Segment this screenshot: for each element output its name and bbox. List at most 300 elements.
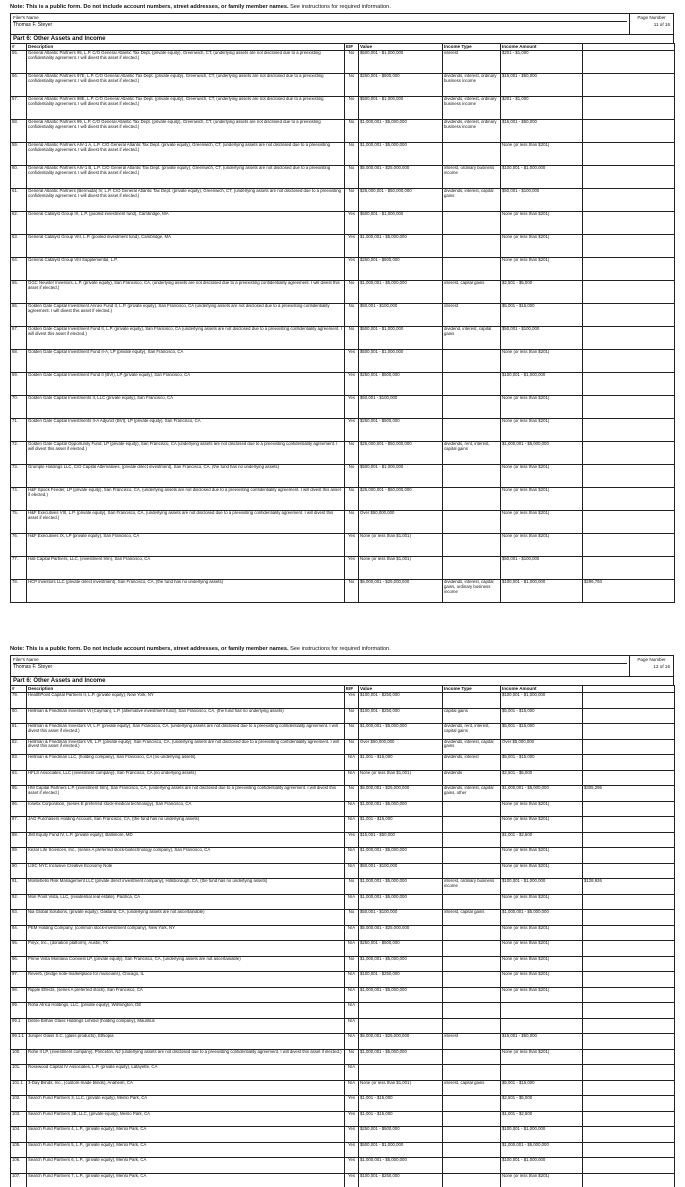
- row-income-amount: $100,001 - $1,000,000: [501, 693, 583, 709]
- row-eif: No: [345, 166, 359, 189]
- row-value: $1,000,001 - $5,000,000: [359, 1049, 443, 1065]
- row-number: 106.: [11, 1158, 27, 1174]
- row-description: Hellman & Friedman LLC, (holding company), San Francisco, CA (no underlying assets): [27, 755, 345, 771]
- row-income-amount: $1,001 - $2,500: [501, 832, 583, 848]
- note-instructions: See instructions for required information.: [290, 4, 391, 10]
- row-extra: $128,926: [583, 879, 675, 895]
- row-value: $1,000,001 - $5,000,000: [359, 879, 443, 895]
- table-row: [11, 1158, 675, 1174]
- row-eif: No: [345, 304, 359, 327]
- page-number: 12 of 16: [653, 664, 670, 670]
- row-eif: Yes: [345, 1142, 359, 1158]
- row-income-type: [443, 987, 501, 1003]
- col-header-description: Description: [27, 686, 345, 693]
- row-income-amount: $2,501 - $5,000: [501, 770, 583, 786]
- row-income-amount: None (or less than $201): [501, 848, 583, 864]
- row-value: $500,001 - $1,000,000: [359, 212, 443, 235]
- row-income-type: interest: [443, 304, 501, 327]
- row-value: $250,001 - $500,000: [359, 373, 443, 396]
- table-row: [11, 327, 675, 350]
- filer-header: [10, 13, 674, 34]
- table-row: [11, 1142, 675, 1158]
- row-income-type: [443, 832, 501, 848]
- row-income-amount: $5,001 - $15,000: [501, 304, 583, 327]
- row-income-type: [443, 511, 501, 534]
- row-eif: No: [345, 956, 359, 972]
- row-income-type: [443, 801, 501, 817]
- row-number: 90.: [11, 863, 27, 879]
- row-income-type: dividends, interest: [443, 755, 501, 771]
- row-income-amount: Over $5,000,000: [501, 739, 583, 755]
- row-description: General Atlantic Partners 97E, L.P. C/O General Atlantic Tax Dept. (private equity), Greenwich, CT, (underlying assets are not disclosed due to a preexisting confidentiality agreement. I will divest this asset if elected.): [27, 74, 345, 97]
- row-value: $250,001 - $500,000: [359, 74, 443, 97]
- row-value: $500,001 - $1,000,000: [359, 327, 443, 350]
- row-extra: [583, 281, 675, 304]
- table-row: [11, 304, 675, 327]
- row-number: 99.1: [11, 1018, 27, 1034]
- row-income-amount: None (or less than $201): [501, 987, 583, 1003]
- row-extra: [583, 724, 675, 740]
- row-extra: [583, 557, 675, 580]
- table-row: [11, 442, 675, 465]
- form-page-2: [10, 646, 674, 1187]
- row-income-type: [443, 1111, 501, 1127]
- row-number: 76.: [11, 534, 27, 557]
- row-value: None (or less than $1,001): [359, 770, 443, 786]
- row-eif: Yes: [345, 557, 359, 580]
- table-row: [11, 120, 675, 143]
- row-income-amount: $50,001 - $100,000: [501, 189, 583, 212]
- row-value: $25,000,001 - $50,000,000: [359, 189, 443, 212]
- row-extra: [583, 212, 675, 235]
- row-extra: [583, 350, 675, 373]
- table-row: [11, 848, 675, 864]
- row-income-type: interest, capital gains: [443, 1080, 501, 1096]
- table-row: [11, 1065, 675, 1081]
- row-income-amount: $15,001 - $50,000: [501, 1034, 583, 1050]
- row-description: H&F Executives VIII, L.P. (private equity), San Francisco, CA, (underlying assets are not disclosed due to a preexisting confidentiality agreement. I will divest this asset if elected.): [27, 511, 345, 534]
- row-eif: No: [345, 327, 359, 350]
- row-value: $1,000,001 - $5,000,000: [359, 281, 443, 304]
- row-description: Hellman & Friedman Investors VI (Cayman), L.P. (alternative investment fund), San Francisco, CA, (the fund has no underlying assets): [27, 708, 345, 724]
- row-income-amount: [501, 1003, 583, 1019]
- row-income-amount: None (or less than $201): [501, 511, 583, 534]
- row-income-amount: None (or less than $201): [501, 941, 583, 957]
- row-number: 100.: [11, 1049, 27, 1065]
- row-eif: N/A: [345, 894, 359, 910]
- row-income-amount: None (or less than $201): [501, 801, 583, 817]
- row-extra: [583, 941, 675, 957]
- row-eif: No: [345, 739, 359, 755]
- row-income-amount: $1,000,001 - $5,000,000: [501, 910, 583, 926]
- row-value: $5,000,001 - $25,000,000: [359, 786, 443, 802]
- row-value: $50,001 - $100,000: [359, 863, 443, 879]
- row-extra: [583, 972, 675, 988]
- row-value: $1,000,001 - $5,000,000: [359, 1158, 443, 1174]
- row-description: Montebello Risk Management LLC (private direct investment company), Hillsborough, CA, (the fund has no underlying assets): [27, 879, 345, 895]
- row-income-type: [443, 1018, 501, 1034]
- row-value: $1,000,001 - $5,000,000: [359, 848, 443, 864]
- row-income-type: dividends, rent, interest, capital gains: [443, 442, 501, 465]
- row-income-type: [443, 396, 501, 419]
- row-number: 94.: [11, 925, 27, 941]
- row-income-type: [443, 925, 501, 941]
- row-value: $1,000,001 - $5,000,000: [359, 956, 443, 972]
- row-description: H&F Spock Feeder, LP (private equity), San Francisco, CA, (underlying assets are not disclosed due to a preexisting confidentiality agreement. I will divest this asset if elected.): [27, 488, 345, 511]
- row-number: 72.: [11, 442, 27, 465]
- row-income-amount: None (or less than $201): [501, 465, 583, 488]
- row-description: Hellman & Friedman Investors VII, L.P. (private equity), San Francisco, CA, (underlying assets are not disclosed due to a preexisting confidentiality agreement. I will divest this asset if elected.): [27, 739, 345, 755]
- row-extra: [583, 534, 675, 557]
- row-value: $250,001 - $500,000: [359, 941, 443, 957]
- row-extra: [583, 693, 675, 709]
- row-number: 81.: [11, 724, 27, 740]
- row-eif: No: [345, 724, 359, 740]
- row-description: Reverb, (bridge note-marketplace for musicians), Chicago, IL: [27, 972, 345, 988]
- row-number: 103.: [11, 1111, 27, 1127]
- row-eif: Yes: [345, 396, 359, 419]
- table-row: [11, 832, 675, 848]
- row-value: $500,001 - $1,000,000: [359, 97, 443, 120]
- row-eif: No: [345, 910, 359, 926]
- row-description: Hellman & Friedman Investors VI, L.P. (private equity), San Francisco, CA, (underlying assets are not disclosed due to a preexisting confidentiality agreement. I will divest this asset if elected.): [27, 724, 345, 740]
- form-page-1: [10, 4, 674, 603]
- row-eif: No: [345, 786, 359, 802]
- row-income-type: [443, 235, 501, 258]
- part-title: Part 6: Other Assets and Income: [10, 34, 674, 43]
- row-description: Nia Global Solutions, (private equity), Oakland, CA, (underlying assets are not ascertainable): [27, 910, 345, 926]
- row-value: Over $50,000,000: [359, 511, 443, 534]
- row-income-amount: $5,001 - $15,000: [501, 755, 583, 771]
- row-number: 89.: [11, 848, 27, 864]
- row-value: $100,001 - $250,000: [359, 972, 443, 988]
- row-number: 69.: [11, 373, 27, 396]
- table-row: [11, 511, 675, 534]
- row-description: Ionetix Corporation, (series E preferred stock-medical technology), San Francisco, CA: [27, 801, 345, 817]
- row-number: 66.: [11, 304, 27, 327]
- row-description: Rohe II LP, (investment company), Princeton, NJ (underlying assets are not disclosed due to a preexisting confidentiality agreement. I will divest this asset if elected.): [27, 1049, 345, 1065]
- row-eif: No: [345, 74, 359, 97]
- row-eif: N/A: [345, 770, 359, 786]
- row-income-type: [443, 941, 501, 957]
- row-value: $500,001 - $1,000,000: [359, 1142, 443, 1158]
- table-row: [11, 1049, 675, 1065]
- row-description: Prime Vista Montana Coinvest LP, (private equity), San Francisco, CA, (underlying assets are not ascertainable): [27, 956, 345, 972]
- row-extra: [583, 1158, 675, 1174]
- assets-income-table: [10, 685, 675, 1187]
- public-form-note: [10, 4, 674, 13]
- row-number: 85.: [11, 786, 27, 802]
- row-description: Rosewood Capital IV Associates, L.P. (private equity), Lafayette, CA: [27, 1065, 345, 1081]
- row-income-amount: $15,001 - $50,000: [501, 120, 583, 143]
- row-value: $5,000,001 - $25,000,000: [359, 1034, 443, 1050]
- row-eif: No: [345, 143, 359, 166]
- row-income-amount: None (or less than $201): [501, 817, 583, 833]
- row-description: 3-Day Blinds, Inc., (custom-made blinds), Anaheim, CA: [27, 1080, 345, 1096]
- row-income-type: [443, 373, 501, 396]
- row-description: Golden Gate Capital Investment Fund II (BVI), LP (private equity), San Francisco, CA: [27, 373, 345, 396]
- row-income-type: [443, 1049, 501, 1065]
- row-description: LISC NYC Inclusive Creative Economy Note: [27, 863, 345, 879]
- row-description: Search Fund Partners 5, L.P., (private equity), Menlo Park, CA: [27, 1142, 345, 1158]
- row-description: Golden Gate Capital Opportunity Fund, LP (private equity), San Francisco, CA (underlying assets are not disclosed due to a preexisting confidentiality agreement. I will divest this asset if elected.): [27, 442, 345, 465]
- row-description: Search Fund Partners 3B, LLC, (private equity), Menlo Park, CA: [27, 1111, 345, 1127]
- row-income-type: [443, 1173, 501, 1187]
- row-income-amount: None (or less than $201): [501, 350, 583, 373]
- row-value: $1,000,001 - $5,000,000: [359, 235, 443, 258]
- row-eif: No: [345, 97, 359, 120]
- row-eif: N/A: [345, 863, 359, 879]
- row-extra: [583, 488, 675, 511]
- row-income-type: dividends, interest, capital gains: [443, 189, 501, 212]
- row-description: H&F Executives IX, LP (private equity), San Francisco, CA: [27, 534, 345, 557]
- table-row: [11, 166, 675, 189]
- filer-name: Thomas F. Steyer: [13, 663, 627, 671]
- table-row: [11, 235, 675, 258]
- row-extra: [583, 1003, 675, 1019]
- row-income-type: [443, 534, 501, 557]
- row-description: General Catalyst Group VIII Supplemental, L.P.: [27, 258, 345, 281]
- row-number: 83.: [11, 755, 27, 771]
- row-eif: Yes: [345, 1127, 359, 1143]
- table-row: [11, 987, 675, 1003]
- col-header-income-amount: Income Amount: [501, 44, 583, 51]
- row-income-type: [443, 212, 501, 235]
- row-income-type: interest, ordinary business income: [443, 879, 501, 895]
- table-row: [11, 373, 675, 396]
- filer-label: Filer's Name: [13, 15, 39, 20]
- row-value: $100,001 - $250,000: [359, 1173, 443, 1187]
- row-extra: [583, 97, 675, 120]
- row-value: $1,000,001 - $5,000,000: [359, 987, 443, 1003]
- table-row: [11, 580, 675, 603]
- row-description: JAG Purchasers Holding Account, San Francisco, CA, (the fund has no underlying assets): [27, 817, 345, 833]
- row-number: 88.: [11, 832, 27, 848]
- row-income-type: [443, 1127, 501, 1143]
- row-income-type: [443, 972, 501, 988]
- page-number: 11 of 16: [653, 22, 670, 28]
- row-number: 56.: [11, 74, 27, 97]
- row-income-amount: None (or less than $201): [501, 258, 583, 281]
- table-row: [11, 465, 675, 488]
- table-row: [11, 488, 675, 511]
- row-number: 80.: [11, 708, 27, 724]
- table-row: [11, 1018, 675, 1034]
- row-income-amount: None (or less than $201): [501, 972, 583, 988]
- row-income-type: [443, 143, 501, 166]
- row-description: PEM Holding Company, (common stock-investment company), New York, NY: [27, 925, 345, 941]
- col-header-eif: EIF: [345, 686, 359, 693]
- row-income-amount: [501, 1018, 583, 1034]
- row-eif: No: [345, 879, 359, 895]
- row-extra: [583, 258, 675, 281]
- row-eif: N/A: [345, 848, 359, 864]
- row-number: 84.: [11, 770, 27, 786]
- row-eif: No: [345, 51, 359, 74]
- row-extra: [583, 442, 675, 465]
- row-value: $500,001 - $1,000,000: [359, 465, 443, 488]
- filer-label: Filer's Name: [13, 657, 39, 662]
- row-income-type: interest: [443, 51, 501, 74]
- row-extra: [583, 1142, 675, 1158]
- row-eif: No: [345, 511, 359, 534]
- row-value: $50,001 - $100,000: [359, 396, 443, 419]
- row-number: 60.: [11, 166, 27, 189]
- row-eif: N/A: [345, 925, 359, 941]
- row-value: [359, 1003, 443, 1019]
- assets-income-table: [10, 43, 675, 603]
- row-extra: [583, 801, 675, 817]
- row-income-amount: $100,001 - $1,000,000: [501, 879, 583, 895]
- table-row: [11, 863, 675, 879]
- row-income-amount: $2,501 - $5,000: [501, 1096, 583, 1112]
- row-income-type: [443, 258, 501, 281]
- row-description: GGC Neuster Investors, L.P. (private equity), San Francisco, CA, (underlying assets are not disclosed due to a preexisting confidentiality agreement. I will divest this asset if elected.): [27, 281, 345, 304]
- row-extra: [583, 956, 675, 972]
- row-description: Kezar Life Sciences, Inc., (series A preferred stock-biotechnology company), San Francisco, CA: [27, 848, 345, 864]
- row-extra: [583, 396, 675, 419]
- row-eif: N/A: [345, 817, 359, 833]
- row-number: 75.: [11, 511, 27, 534]
- row-income-amount: $50,001 - $100,000: [501, 557, 583, 580]
- row-description: General Atlantic Partners (Bermuda) IV, L.P. C/O General Atlantic Tax Dept. (private equity), Greenwich, CT, (underlying assets are not disclosed due to a preexisting confidentiality agreement. I will divest this asset if elected.): [27, 189, 345, 212]
- row-income-type: dividends, interest, capital gains: [443, 739, 501, 755]
- col-header-eif: EIF: [345, 44, 359, 51]
- row-number: 57.: [11, 97, 27, 120]
- filer-header: [10, 655, 674, 676]
- table-row: [11, 281, 675, 304]
- table-body: [11, 693, 675, 1187]
- row-description: Ripple Effects, (series A preferred stock), San Francisco, CA: [27, 987, 345, 1003]
- row-description: General Catalyst Group VIII, L.P. (pooled investment fund), Cambridge, MA: [27, 235, 345, 258]
- row-extra: [583, 863, 675, 879]
- row-number: 77.: [11, 557, 27, 580]
- row-eif: Yes: [345, 1096, 359, 1112]
- row-extra: [583, 1049, 675, 1065]
- row-income-type: [443, 1096, 501, 1112]
- table-row: [11, 74, 675, 97]
- table-row: [11, 189, 675, 212]
- row-value: $5,000,001 - $25,000,000: [359, 166, 443, 189]
- table-row: [11, 956, 675, 972]
- row-extra: [583, 925, 675, 941]
- row-income-amount: None (or less than $201): [501, 396, 583, 419]
- row-value: $1,000,001 - $5,000,000: [359, 801, 443, 817]
- table-row: [11, 1096, 675, 1112]
- row-eif: Yes: [345, 235, 359, 258]
- col-header-extra: [583, 686, 675, 693]
- row-extra: [583, 327, 675, 350]
- row-eif: N/A: [345, 1003, 359, 1019]
- table-row: [11, 1127, 675, 1143]
- row-value: $250,001 - $500,000: [359, 1127, 443, 1143]
- table-row: [11, 693, 675, 709]
- row-description: HCP Investors LLC (private direct investment), San Francisco, CA, (the fund has no underlying assets): [27, 580, 345, 603]
- row-eif: Yes: [345, 350, 359, 373]
- row-extra: [583, 755, 675, 771]
- row-eif: No: [345, 442, 359, 465]
- row-income-type: [443, 557, 501, 580]
- row-description: Debre Birhan Glass Holdings Limited (holding company), Mauritius: [27, 1018, 345, 1034]
- row-extra: [583, 74, 675, 97]
- row-number: 68.: [11, 350, 27, 373]
- row-number: 93.: [11, 910, 27, 926]
- row-extra: [583, 1018, 675, 1034]
- row-number: 70.: [11, 396, 27, 419]
- row-income-amount: [501, 1065, 583, 1081]
- row-extra: [583, 235, 675, 258]
- row-number: 98.: [11, 987, 27, 1003]
- col-header-extra: [583, 44, 675, 51]
- row-income-amount: $1,000,001 - $5,000,000: [501, 786, 583, 802]
- row-number: 59.: [11, 143, 27, 166]
- row-income-type: [443, 894, 501, 910]
- row-eif: Yes: [345, 419, 359, 442]
- row-value: Over $50,000,000: [359, 739, 443, 755]
- row-value: $500,001 - $1,000,000: [359, 350, 443, 373]
- table-row: [11, 894, 675, 910]
- row-income-amount: $1,000,001 - $5,000,000: [501, 1142, 583, 1158]
- row-eif: N/A: [345, 1018, 359, 1034]
- row-value: $1,000,001 - $5,000,000: [359, 143, 443, 166]
- table-row: [11, 212, 675, 235]
- col-header-num: #: [11, 686, 27, 693]
- row-number: 99.: [11, 1003, 27, 1019]
- row-extra: [583, 832, 675, 848]
- table-body: [11, 51, 675, 603]
- table-header-row: [11, 686, 675, 693]
- row-extra: [583, 910, 675, 926]
- row-income-amount: $201 - $1,000: [501, 97, 583, 120]
- row-description: General Atlantic Partners AIV-1 A, L.P. C/O General Atlantic Tax Dept. (private equity), Greenwich, CT, (underlying assets are not disclosed due to a preexisting confidentiality agreement. I will divest this asset if elected.): [27, 143, 345, 166]
- row-description: HFLS Associates, LLC (investment company), San Francisco, CA (no underlying assets): [27, 770, 345, 786]
- row-description: Search Fund Partners 6, L.P., (private equity), Menlo Park, CA: [27, 1158, 345, 1174]
- row-income-amount: None (or less than $201): [501, 1049, 583, 1065]
- row-value: $500,001 - $1,000,000: [359, 51, 443, 74]
- row-description: Search Fund Partners 7, L.P., (private equity), Menlo Park, CA: [27, 1173, 345, 1187]
- row-income-type: [443, 488, 501, 511]
- row-eif: Yes: [345, 534, 359, 557]
- row-income-amount: None (or less than $201): [501, 488, 583, 511]
- row-extra: [583, 987, 675, 1003]
- row-income-type: [443, 350, 501, 373]
- row-number: 91.: [11, 879, 27, 895]
- row-description: JMI Equity Fund IV, L.P. (private equity), Baltimore, MD: [27, 832, 345, 848]
- row-income-amount: $100,001 - $1,000,000: [501, 373, 583, 396]
- row-eif: Yes: [345, 1173, 359, 1187]
- col-header-income-type: Income Type: [443, 44, 501, 51]
- table-row: [11, 557, 675, 580]
- row-income-type: [443, 419, 501, 442]
- row-eif: No: [345, 1049, 359, 1065]
- row-number: 65.: [11, 281, 27, 304]
- row-value: $250,001 - $500,000: [359, 258, 443, 281]
- row-value: $1,001 - $15,000: [359, 755, 443, 771]
- row-income-amount: $100,001 - $1,000,000: [501, 580, 583, 603]
- row-description: Golden Gate Capital Investments II-A Adjunct (BVI), LP (private equity), San Francisco, CA: [27, 419, 345, 442]
- table-row: [11, 97, 675, 120]
- row-income-amount: None (or less than $201): [501, 863, 583, 879]
- row-number: 107.: [11, 1173, 27, 1187]
- row-extra: [583, 304, 675, 327]
- row-extra: $296,793: [583, 580, 675, 603]
- row-income-amount: $201 - $1,000: [501, 51, 583, 74]
- table-row: [11, 419, 675, 442]
- row-number: 95.: [11, 941, 27, 957]
- table-row: [11, 786, 675, 802]
- row-value: $1,000,001 - $5,000,000: [359, 894, 443, 910]
- row-extra: [583, 511, 675, 534]
